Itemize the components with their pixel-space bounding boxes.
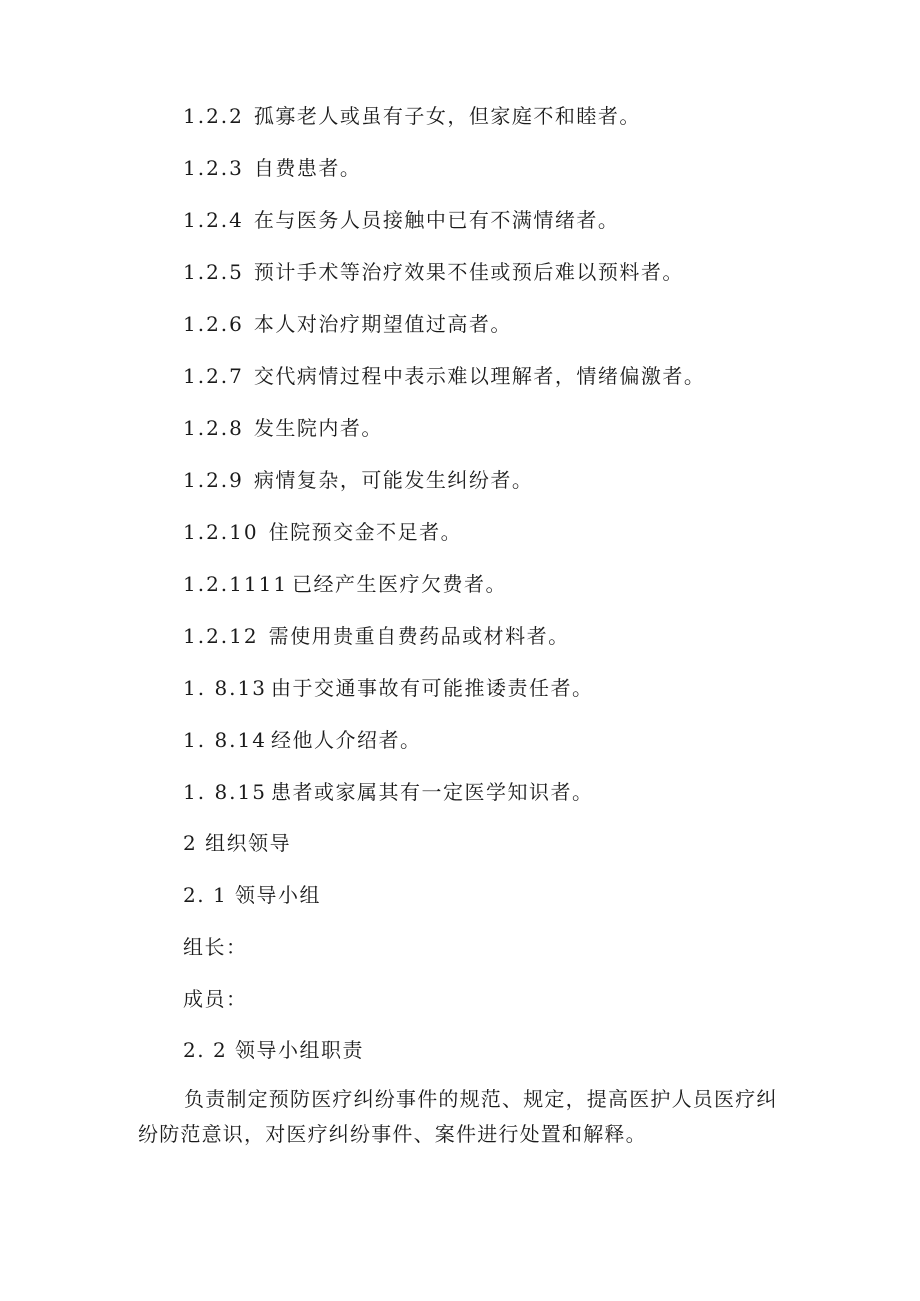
list-item [183,518,462,546]
item-text: 本人对治疗期望值过高者。 [253,312,512,336]
item-number: 1.2.1111 [183,572,289,596]
item-text: 已经产生医疗欠费者。 [292,572,508,596]
item-text: 孤寡老人或虽有子女，但家庭不和睦者。 [253,104,641,128]
list-item [183,674,593,702]
list-item [183,206,619,234]
item-number: 1.2.8 [183,416,244,440]
item-number: 1.2.7 [183,364,244,388]
item-text: 发生院内者。 [253,416,383,440]
item-number: 1.2.9 [183,468,244,492]
item-number: 1. 8.13 [183,676,267,700]
item-text: 病情复杂，可能发生纠纷者。 [253,468,534,492]
item-text: 住院预交金不足者。 [268,520,463,544]
list-item [183,154,361,182]
section-heading: 2 组织领导 [183,831,292,855]
list-item [183,726,421,754]
list-item [183,466,533,494]
item-text: 患者或家属其有一定医学知识者。 [270,780,594,804]
item-text: 预计手术等治疗效果不佳或预后难以预料者。 [253,260,684,284]
item-text: 需使用贵重自费药品或材料者。 [268,624,570,648]
item-number: 1.2.10 [183,520,259,544]
list-item [183,414,383,442]
item-number: 1.2.5 [183,260,244,284]
members-label: 成员： [183,987,248,1011]
item-number: 1.2.12 [183,624,259,648]
item-text: 自费患者。 [253,156,362,180]
item-text: 由于交通事故有可能推诿责任者。 [270,676,594,700]
duty-paragraph: 负责制定预防医疗纠纷事件的规范、规定，提高医护人员医疗纠纷防范意识，对医疗纠纷事件、案件进行处置和解释。 [138,1087,778,1146]
item-number: 1.2.3 [183,156,244,180]
list-item [183,778,593,806]
list-item [183,310,512,338]
item-text: 经他人介绍者。 [270,728,422,752]
item-number: 1.2.2 [183,104,244,128]
section-heading: 2. 1 领导小组 [183,883,322,907]
item-text: 交代病情过程中表示难以理解者，情绪偏激者。 [253,364,706,388]
list-item [183,258,684,286]
item-number: 1. 8.15 [183,780,267,804]
item-number: 1.2.4 [183,208,244,232]
list-item [183,570,507,598]
list-item [183,622,570,650]
list-item [183,102,641,130]
item-number: 1. 8.14 [183,728,267,752]
leader-label: 组长： [183,935,248,959]
item-number: 1.2.6 [183,312,244,336]
list-item [183,362,705,390]
item-text: 在与医务人员接触中已有不满情绪者。 [253,208,620,232]
section-heading: 2. 2 领导小组职责 [183,1038,365,1062]
